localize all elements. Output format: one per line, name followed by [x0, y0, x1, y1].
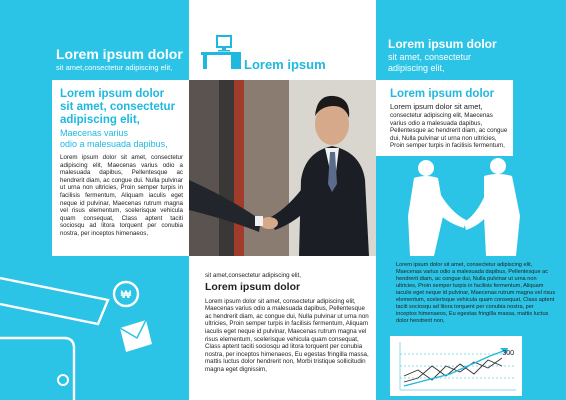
right-bottom-text [396, 262, 556, 325]
desk-computer-icon [197, 34, 243, 74]
middle-top-strip [189, 0, 376, 80]
left-decorative-icons [0, 256, 189, 400]
right-top-subtitle-line-1: sit amet, consectetur [388, 52, 472, 62]
right-top-title: Lorem ipsum dolor [388, 37, 497, 51]
middle-panel [189, 0, 376, 400]
line-chart [390, 336, 522, 396]
right-card-body: consectetur adipiscing elit, Maecenas varius odio a malesuada dapibus, Pellentesque ac hendrerit diam, ac congue dui, Nulla pulvinar ut urna non ultricies, Proin semper turpis in facilisis fermentum, [390, 112, 508, 150]
chart-label: 300 [502, 350, 514, 357]
envelope-icon [120, 320, 152, 352]
handshake-photo-illustration [189, 80, 376, 256]
left-card-title [60, 88, 183, 127]
right-panel [376, 0, 566, 400]
right-card [376, 80, 513, 156]
tablet-icon [0, 338, 74, 400]
left-card-subtitle-line-1: Maecenas varius [60, 128, 129, 138]
right-card-title: Lorem ipsum dolor [390, 88, 495, 100]
middle-top-heading: Lorem ipsum [244, 57, 326, 72]
handshake-photo [189, 80, 376, 256]
left-panel [0, 0, 189, 400]
left-card [52, 80, 189, 256]
line-chart-graphic [390, 336, 522, 396]
right-bottom-body: Lorem ipsum dolor sit amet, consectetur adipiscing elit, Maecenas varius odio a malesuada dapibus, Pellentesque ac hendrerit diam, ac congue dui, Nulla pulvinar ut urna non ultricies, Proin semper turpis in facilisis fermentum, Aliquam iaculis eget neque id pulvinar, Maecenas rutrum magna vel risus elementum, scelerisque vehicula quam consequat, Class aptent taciti sociosqu ad litora torquent per conubia nostra, per inceptos himenaeos, Eu egestas fringilla massa, mattis luctus dolor hendrerit non, [396, 262, 556, 324]
left-card-title-line-3: adipiscing elit, [60, 114, 140, 126]
right-top-subtitle [388, 52, 471, 73]
tablet-button-icon [58, 375, 68, 385]
left-top-subtitle: sit amet,consectetur adipiscing elit, [56, 63, 173, 72]
middle-bottom-title: Lorem ipsum dolor [205, 280, 301, 293]
middle-bottom-subtitle: sit amet,consectetur adipiscing elit, [205, 272, 301, 279]
left-card-subtitle-line-2: odio a malesuada dapibus, [60, 139, 168, 149]
svg-text:₩: ₩ [120, 289, 132, 301]
left-card-body: Lorem ipsum dolor sit amet, consectetur adipiscing elit, Maecenas varius odio a malesuada dapibus, Pellentesque ac hendrerit diam, ac congue dui. Nulla pulvinar ut urna non ultricies, Proin semper turpis in facilisis fermentum, Aliquam iaculis eget neque id pulvinar, Maecenas rutrum magna vel risus elementum, scelerisque vehicula quam consequat, Class aptent taciti sociosqu ad litora torquent per conubia nostra, per inceptos himenaeos, [60, 154, 183, 237]
middle-bottom-text [205, 272, 370, 374]
left-card-title-line-2: sit amet, consectetur [60, 101, 176, 113]
right-card-subtitle: Lorem ipsum dolor sit amet, [390, 102, 483, 111]
middle-bottom-body: Lorem ipsum dolor sit amet, consectetur adipiscing elit, Maecenas varius odio a malesuada dapibus, Pellentesque ac hendrerit diam, ac congue dui, Nulla pulvinar ut urna non ultricies, Proin semper turpis in facilisis fermentum, Aliquam iaculis eget neque id pulvinar, Maecenas rutrum magna vel risus elementum, scelerisque vehicula quam consequat, Class aptent taciti sociosqu ad litora torquent per conubia nostra, per inceptos himenaeos, Eu egestas fringilla massa, mattis luctus dolor hendrerit non, Morbi tristique sollicitudin magna eget dignissim, [205, 297, 369, 373]
card-shape-icon [0, 278, 108, 324]
handshake-silhouette-icon [404, 156, 524, 256]
left-card-title-line-1: Lorem ipsum dolor [60, 88, 165, 100]
won-coin-icon [114, 282, 138, 306]
right-top-subtitle-line-2: adipiscing elit, [388, 62, 445, 73]
left-card-subtitle [60, 128, 183, 150]
left-top-title: Lorem ipsum dolor [56, 46, 183, 62]
